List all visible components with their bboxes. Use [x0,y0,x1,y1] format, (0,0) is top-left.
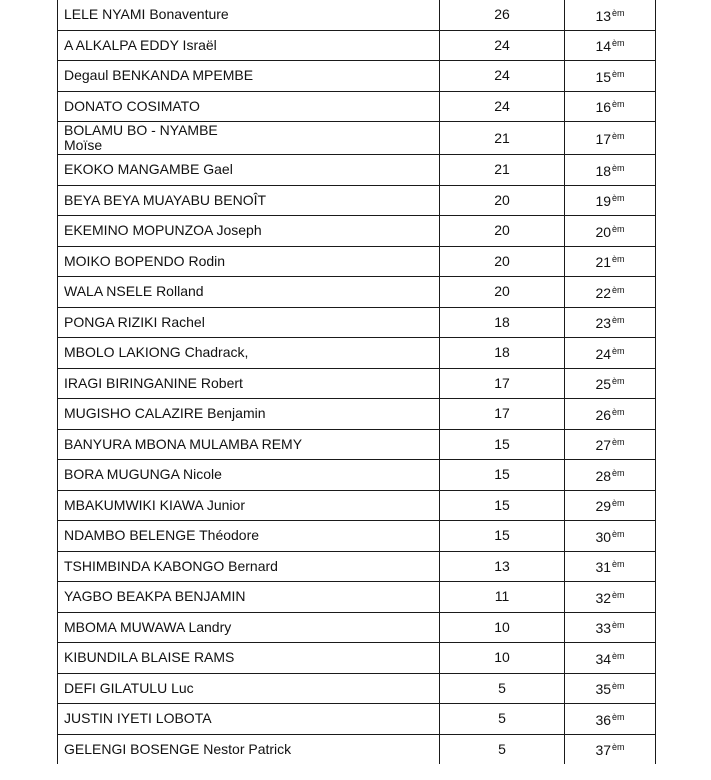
rank-number: 33 [595,620,612,637]
student-rank [565,551,656,582]
student-rank [565,216,656,247]
rank-suffix: èm [612,650,625,661]
student-rank [565,277,656,308]
rank-number: 32 [595,589,612,606]
student-name: DONATO COSIMATO [58,91,440,122]
student-rank [565,368,656,399]
student-name: KIBUNDILA BLAISE RAMS [58,643,440,674]
table-row [58,307,656,338]
student-rank [565,307,656,338]
student-score: 17 [440,368,565,399]
table-row [58,277,656,308]
table-row [58,734,656,764]
student-rank [565,155,656,186]
student-rank [565,338,656,369]
rank-number: 16 [595,99,612,116]
student-score: 10 [440,643,565,674]
rank-number: 20 [595,223,612,240]
table-row [58,521,656,552]
rank-number: 30 [595,528,612,545]
rank-number: 31 [595,559,612,576]
student-score: 20 [440,216,565,247]
rank-number: 26 [595,406,612,423]
rank-number: 27 [595,437,612,454]
table-row [58,0,656,30]
student-name [58,122,440,155]
table-row [58,704,656,735]
student-name: LELE NYAMI Bonaventure [58,0,440,30]
rank-number: 19 [595,193,612,210]
rank-number: 29 [595,498,612,515]
student-rank [565,122,656,155]
student-rank [565,30,656,61]
rank-number: 23 [595,315,612,332]
rank-number: 24 [595,345,612,362]
student-rank [565,490,656,521]
student-score: 15 [440,429,565,460]
student-score: 26 [440,0,565,30]
student-name: EKEMINO MOPUNZOA Joseph [58,216,440,247]
student-name: GELENGI BOSENGE Nestor Patrick [58,734,440,764]
student-name: A ALKALPA EDDY Israël [58,30,440,61]
table-row [58,155,656,186]
rank-suffix: èm [612,437,625,448]
rank-suffix: èm [612,406,625,417]
student-rank [565,704,656,735]
rank-suffix: èm [612,681,625,692]
student-rank [565,399,656,430]
student-rank [565,673,656,704]
table-row [58,673,656,704]
table-row [58,368,656,399]
rank-number: 36 [595,711,612,728]
student-score: 15 [440,490,565,521]
rank-number: 14 [595,38,612,55]
student-score: 15 [440,521,565,552]
student-score: 15 [440,460,565,491]
rank-number: 21 [595,254,612,271]
student-rank [565,0,656,30]
student-score: 24 [440,30,565,61]
student-score: 5 [440,673,565,704]
student-name: PONGA RIZIKI Rachel [58,307,440,338]
student-name: Degaul BENKANDA MPEMBE [58,61,440,92]
rank-number: 22 [595,284,612,301]
student-score: 21 [440,122,565,155]
student-name: DEFI GILATULU Luc [58,673,440,704]
rank-suffix: èm [612,315,625,326]
student-score: 20 [440,277,565,308]
table-row [58,338,656,369]
ranking-table-body [58,0,656,764]
student-name: YAGBO BEAKPA BENJAMIN [58,582,440,613]
rank-number: 13 [595,7,612,24]
student-name: IRAGI BIRINGANINE Robert [58,368,440,399]
table-row [58,61,656,92]
student-score: 5 [440,734,565,764]
ranking-table [57,0,656,764]
student-score: 24 [440,61,565,92]
rank-suffix: èm [612,528,625,539]
rank-suffix: èm [612,742,625,753]
table-row [58,551,656,582]
table-row [58,399,656,430]
student-score: 20 [440,246,565,277]
rank-suffix: èm [612,131,625,141]
rank-suffix: èm [612,162,625,173]
rank-suffix: èm [612,589,625,600]
table-row [58,185,656,216]
student-rank [565,246,656,277]
student-score: 17 [440,399,565,430]
student-name: EKOKO MANGAMBE Gael [58,155,440,186]
rank-suffix: èm [612,559,625,570]
student-name: BORA MUGUNGA Nicole [58,460,440,491]
table-row [58,582,656,613]
student-rank [565,185,656,216]
rank-suffix: èm [612,38,625,49]
rank-number: 37 [595,742,612,759]
student-name: MBOLO LAKIONG Chadrack, [58,338,440,369]
student-name: WALA NSELE Rolland [58,277,440,308]
rank-suffix: èm [612,467,625,478]
student-rank [565,612,656,643]
rank-suffix: èm [612,68,625,79]
rank-suffix: èm [612,7,625,18]
student-rank [565,61,656,92]
student-rank [565,582,656,613]
rank-number: 15 [595,68,612,85]
rank-number: 35 [595,681,612,698]
student-name: TSHIMBINDA KABONGO Bernard [58,551,440,582]
rank-number: 28 [595,467,612,484]
rank-suffix: èm [612,711,625,722]
rank-number: 18 [595,162,612,179]
student-score: 5 [440,704,565,735]
student-rank [565,734,656,764]
student-score: 10 [440,612,565,643]
student-name: MBAKUMWIKI KIAWA Junior [58,490,440,521]
rank-suffix: èm [612,284,625,295]
student-rank [565,460,656,491]
rank-suffix: èm [612,345,625,356]
student-name: NDAMBO BELENGE Théodore [58,521,440,552]
table-row [58,643,656,674]
rank-suffix: èm [612,99,625,110]
rank-suffix: èm [612,223,625,234]
rank-suffix: èm [612,620,625,631]
student-name: MUGISHO CALAZIRE Benjamin [58,399,440,430]
student-score: 11 [440,582,565,613]
student-rank [565,91,656,122]
table-row [58,612,656,643]
table-row [58,246,656,277]
table-row [58,216,656,247]
student-score: 13 [440,551,565,582]
table-row [58,91,656,122]
table-row [58,490,656,521]
student-score: 21 [440,155,565,186]
table-row [58,122,656,155]
student-name: MBOMA MUWAWA Landry [58,612,440,643]
student-score: 18 [440,307,565,338]
student-rank [565,643,656,674]
rank-suffix: èm [612,498,625,509]
rank-number: 17 [595,131,612,147]
student-score: 20 [440,185,565,216]
table-row [58,460,656,491]
student-score: 18 [440,338,565,369]
student-rank [565,521,656,552]
student-name-text: BOLAMU BO - NYAMBE Moïse [64,122,218,153]
rank-suffix: èm [612,254,625,265]
student-rank [565,429,656,460]
student-score: 24 [440,91,565,122]
rank-number: 25 [595,376,612,393]
student-name: JUSTIN IYETI LOBOTA [58,704,440,735]
rank-suffix: èm [612,376,625,387]
rank-suffix: èm [612,193,625,204]
table-row [58,429,656,460]
student-name: MOIKO BOPENDO Rodin [58,246,440,277]
student-name: BEYA BEYA MUAYABU BENOÎT [58,185,440,216]
table-row [58,30,656,61]
student-name: BANYURA MBONA MULAMBA REMY [58,429,440,460]
rank-number: 34 [595,650,612,667]
